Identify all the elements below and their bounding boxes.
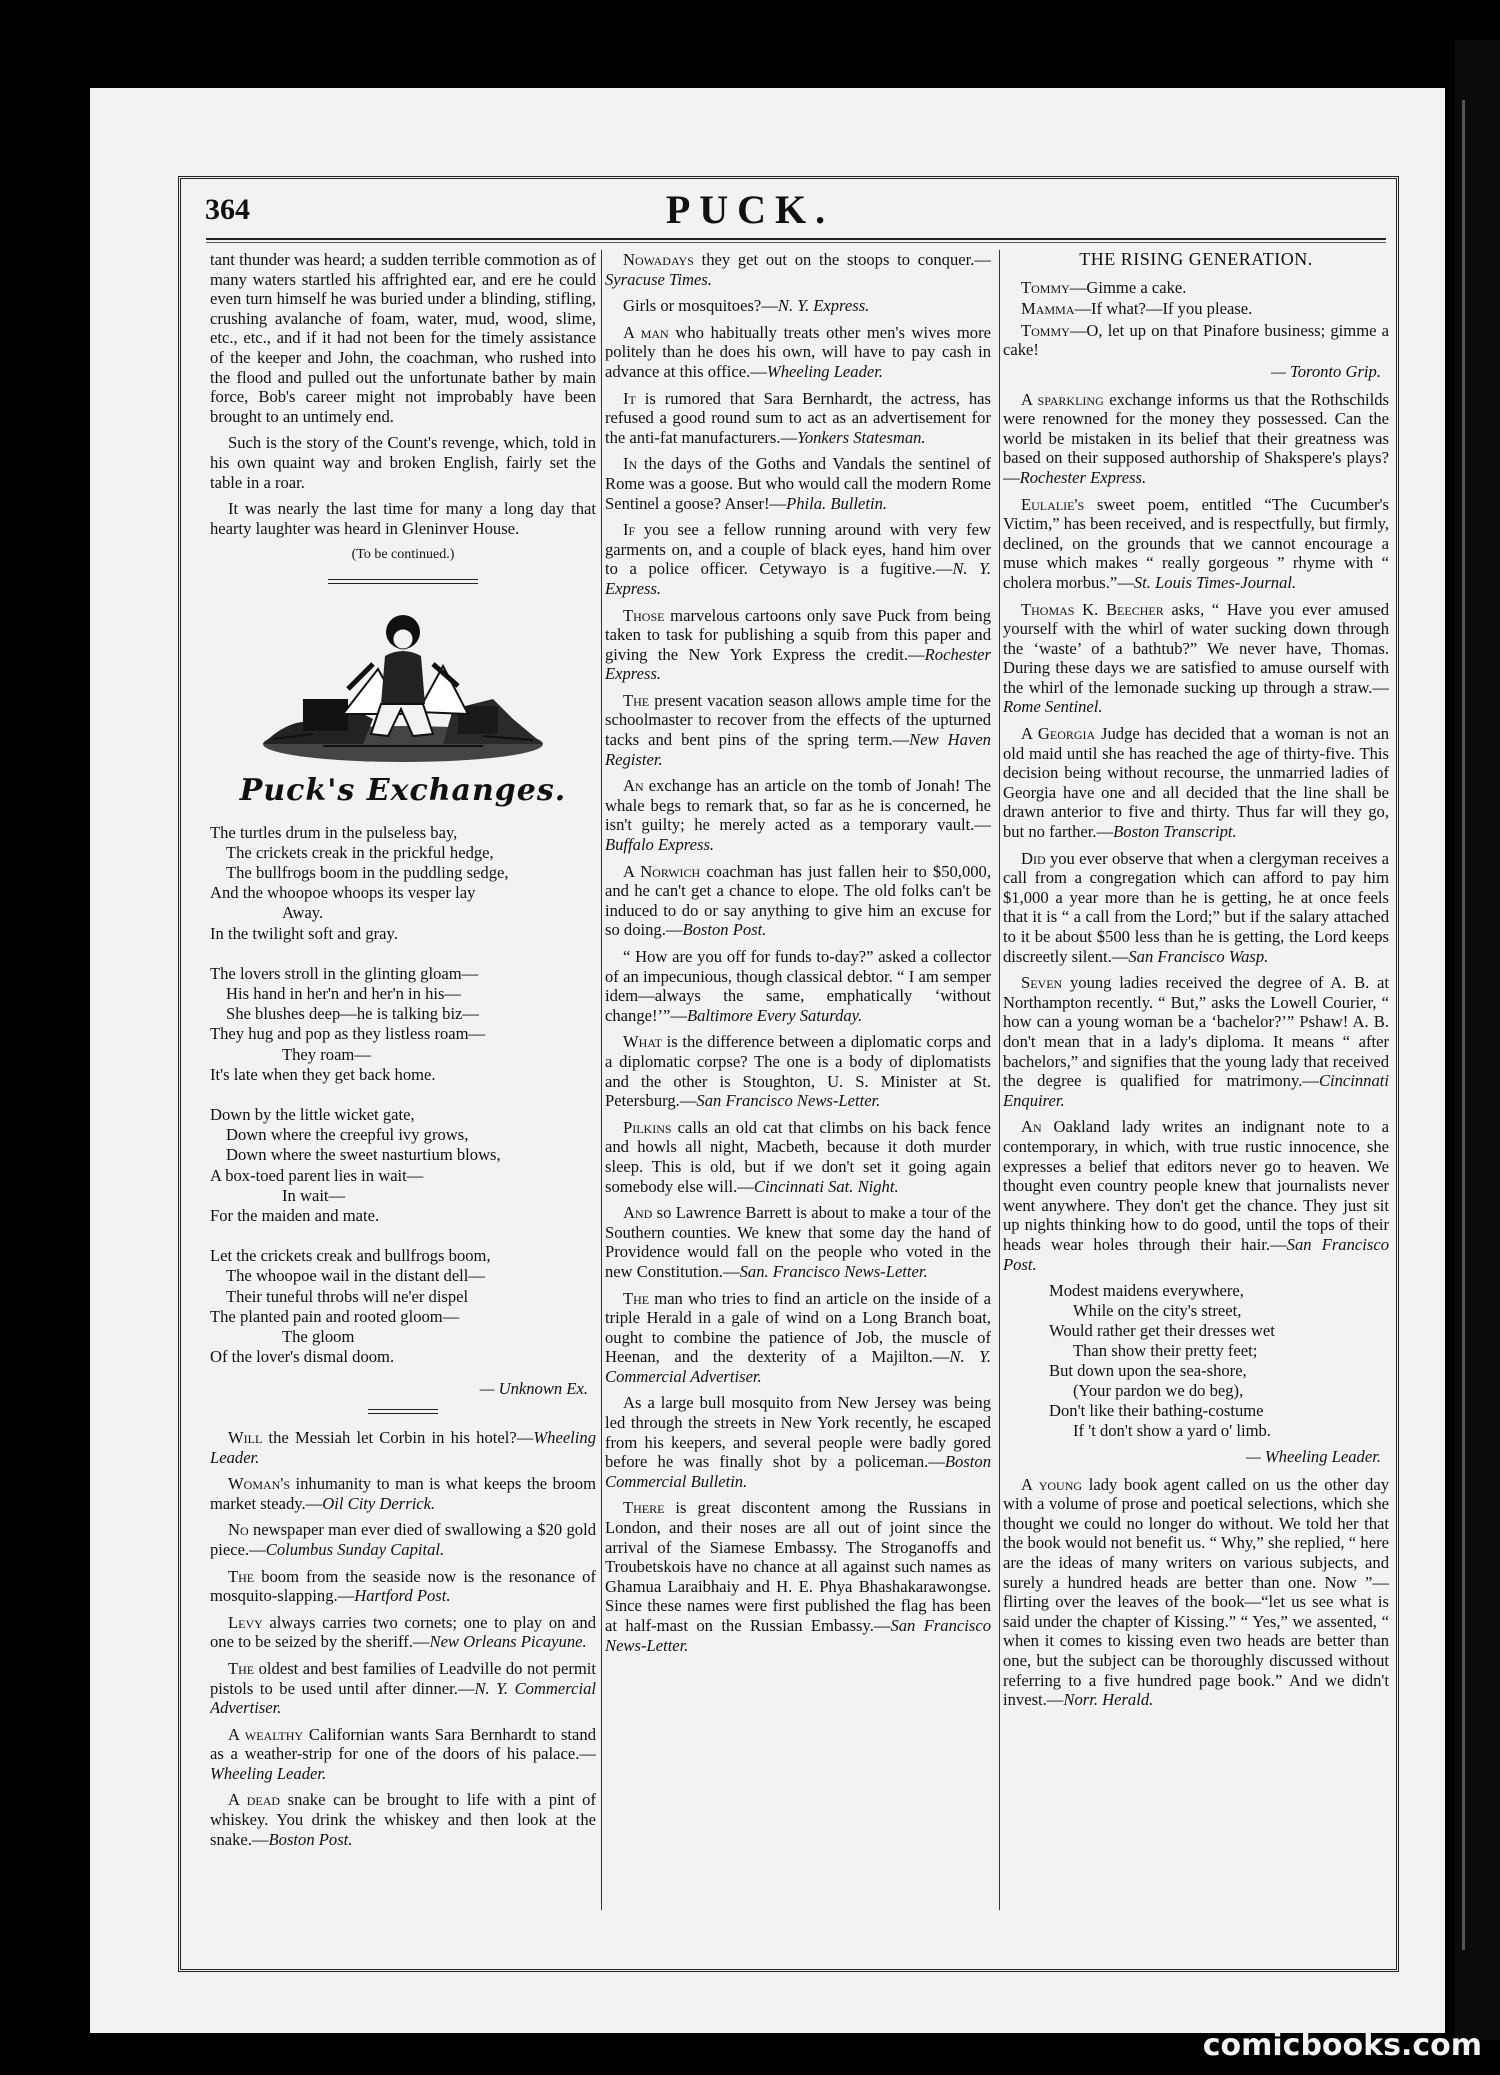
exchanges-poem bbox=[210, 823, 596, 1368]
poem-line: Would rather get their dresses wet bbox=[1049, 1321, 1275, 1341]
item-text: present vacation season allows ample time for the schoolmaster to recover from the effects of the upturned tacks and bent pins of the spring term.— bbox=[605, 690, 991, 750]
header-rule bbox=[206, 238, 1386, 243]
exchange-item bbox=[605, 606, 991, 684]
poem-line: They roam— bbox=[282, 1044, 371, 1064]
item-text: is rumored that Sara Bernhardt, the actress, has refused a good round sum to act as an advertisement for the anti-fat manufacturers.— bbox=[605, 388, 991, 447]
poem-line: Let the crickets creak and bullfrogs boom, bbox=[210, 1246, 491, 1266]
poem-line: Than show their pretty feet; bbox=[1073, 1341, 1258, 1361]
exchanges-heading: Puck's Exchanges. bbox=[239, 772, 567, 808]
exchange-item bbox=[605, 250, 991, 289]
item-lead: A young bbox=[1021, 1474, 1083, 1494]
dialog-line bbox=[1003, 278, 1389, 298]
exchange-item bbox=[1003, 600, 1389, 718]
exchange-item bbox=[605, 862, 991, 940]
poem-line: It's late when they get back home. bbox=[210, 1064, 436, 1084]
item-source: Rochester Express. bbox=[1019, 467, 1147, 487]
section-divider bbox=[368, 1409, 438, 1414]
item-lead: A Georgia bbox=[1021, 724, 1096, 744]
exchange-item bbox=[605, 1289, 991, 1387]
item-source: San Francisco Wasp. bbox=[1128, 946, 1269, 966]
item-lead: The bbox=[623, 690, 650, 710]
poem-line: Down where the creepful ivy grows, bbox=[226, 1125, 469, 1145]
item-text: is the difference between a diplomatic corps and a diplomatic corpse? The one is a body of diplomatists and the other is Stoughton, U. S. Minister at St. Petersburg.— bbox=[605, 1032, 991, 1111]
poem-line: The lovers stroll in the glinting gloam— bbox=[210, 963, 479, 983]
item-text: Oakland lady writes an indignant note to a contemporary, in which, with true rustic innocence, she expresses a belief that editors never go to heaven. We thought even country people knew that journalists never went anywhere. They don't get the chance. They just sit up nights thinking how to do good, until the tops of their heads wear holes through their hair.— bbox=[1003, 1117, 1389, 1254]
item-source: Hartford Post. bbox=[354, 1586, 451, 1606]
exchange-item bbox=[605, 1032, 991, 1110]
poem-line: The whoopoe wail in the distant dell— bbox=[226, 1266, 485, 1286]
item-source: Rochester Express. bbox=[605, 644, 991, 684]
exchange-item bbox=[605, 296, 991, 316]
column-3 bbox=[1003, 250, 1389, 1910]
item-source: Boston Post. bbox=[682, 920, 767, 940]
poem-line bbox=[210, 1085, 596, 1105]
item-lead: What bbox=[623, 1032, 662, 1052]
exchange-item bbox=[210, 1725, 596, 1784]
item-lead: Seven bbox=[1021, 973, 1063, 993]
item-text: “ How are you off for funds to-day?” asked a collector of an impecunious, though classical debtor. “ I am semper idem—always the same, emphatically ‘without change!’”— bbox=[605, 947, 991, 1025]
item-text: you ever observe that when a clergyman receives a call from a congregation which can afford to pay him $1,000 a year more than he is getting, he at once feels that it is “ a call from the Lord;” but if the salary attached to it be about $500 less than he is getting, the Lord keeps discreetly silent.— bbox=[1003, 848, 1389, 966]
item-text: oldest and best families of Leadville do not permit pistols to be used until after dinner.— bbox=[210, 1658, 596, 1698]
item-source: Boston Transcript. bbox=[1113, 822, 1237, 842]
exchange-item bbox=[605, 454, 991, 513]
item-source: Wheeling Leader. bbox=[766, 361, 884, 381]
poem-line: In the twilight soft and gray. bbox=[210, 923, 398, 943]
exchange-item bbox=[605, 389, 991, 448]
item-lead: Will bbox=[228, 1427, 263, 1447]
exchange-item bbox=[605, 691, 991, 769]
item-lead: Nowadays bbox=[623, 250, 694, 269]
item-lead: An bbox=[623, 776, 644, 796]
item-lead: The bbox=[228, 1566, 255, 1586]
exchange-item bbox=[605, 520, 991, 598]
exchange-items bbox=[605, 250, 991, 1655]
item-text: marvelous cartoons only save Puck from being taken to task for publishing a squib from this paper and giving the New York Express the credit.— bbox=[605, 605, 991, 664]
item-lead: There bbox=[623, 1498, 665, 1518]
exchange-item bbox=[1003, 1117, 1389, 1274]
poem-line: If 't don't show a yard o' limb. bbox=[1073, 1421, 1271, 1441]
item-lead: A Norwich bbox=[623, 861, 701, 881]
exchange-item bbox=[210, 1520, 596, 1559]
item-lead: If bbox=[623, 520, 636, 540]
item-text: Californian wants Sara Bernhardt to stand as a weather-strip for one of the doors of his palace.— bbox=[210, 1724, 596, 1764]
exchange-item bbox=[210, 1567, 596, 1606]
item-lead: A man bbox=[623, 322, 669, 342]
item-text: the days of the Goths and Vandals the sentinel of Rome was a goose. But who would call the modern Rome Sentinel a goose? Anser!— bbox=[605, 454, 991, 513]
item-source: Syracuse Times. bbox=[605, 269, 712, 289]
dialog-speaker: Tommy bbox=[1021, 277, 1070, 297]
item-lead: Woman's bbox=[228, 1474, 290, 1494]
item-lead: A wealthy bbox=[228, 1724, 304, 1744]
item-text: so Lawrence Barrett is about to make a tour of the Southern counties. We knew that some day the hand of Providence would fall on the people who voted in the new Constitution.— bbox=[605, 1203, 991, 1281]
story-paragraph: Such is the story of the Count's revenge, which, told in his own quaint way and broken English, fairly set the table in a roar. bbox=[210, 433, 596, 492]
item-lead: A dead bbox=[228, 1790, 281, 1810]
item-lead: Thomas K. Beecher bbox=[1021, 599, 1164, 619]
item-text: you see a fellow running around with very few garments on, and a couple of black eyes, hand him over to a police officer. Cetywayo is a fugitive.— bbox=[605, 520, 991, 579]
item-text: sweet poem, entitled “The Cucumber's Victim,” has been received, and is respectfully, but firmly, declined, on the grounds that we cannot encourage a muse which makes “ really gorgeous ” rhyme with “ cholera morbus.”— bbox=[1003, 494, 1389, 592]
exchange-item bbox=[210, 1474, 596, 1513]
exchange-item bbox=[210, 1613, 596, 1652]
item-text: young ladies received the degree of A. B. at Northampton recently. “ But,” asks the Lowell Courier, “ how can a young woman be a ‘bachelor?’” Pshaw! A. B. don't mean that in a lady's diploma. It means “ after bachelors,” and signifies that the young lady that received the degree is qualified for matrimony.— bbox=[1003, 973, 1389, 1091]
poem-line: Down by the little wicket gate, bbox=[210, 1104, 415, 1124]
item-lead: An bbox=[1021, 1117, 1042, 1137]
poem-line: The crickets creak in the prickful hedge, bbox=[226, 842, 494, 862]
poem-line: Their tuneful throbs will ne'er dispel bbox=[226, 1286, 469, 1306]
item-source: New Orleans Picayune. bbox=[429, 1632, 587, 1652]
section-divider bbox=[328, 579, 478, 584]
poem-line: They hug and pop as they listless roam— bbox=[210, 1024, 486, 1044]
poem-line: (Your pardon we do beg), bbox=[1073, 1381, 1244, 1401]
item-source: San Francisco Post. bbox=[1003, 1234, 1389, 1274]
item-source: Boston Commercial Bulletin. bbox=[605, 1452, 991, 1491]
exchange-item bbox=[1003, 1475, 1389, 1710]
exchange-item bbox=[210, 1428, 596, 1467]
column-rule bbox=[601, 250, 602, 1910]
item-text: the Messiah let Corbin in his hotel?— bbox=[262, 1427, 534, 1447]
column-rule bbox=[999, 250, 1000, 1910]
item-lead: The bbox=[228, 1658, 255, 1678]
item-text: coachman has just fallen heir to $50,000, and he can't get a chance to elope. The old folks can't be induced to do or say anything to give him an excuse for so doing.— bbox=[605, 861, 991, 940]
poem-line bbox=[210, 944, 596, 964]
exchange-item bbox=[1003, 495, 1389, 593]
dialog-text: —O, let up on that Pinafore business; gimme a cake! bbox=[1003, 320, 1389, 360]
item-source: Cincinnati Enquirer. bbox=[1003, 1071, 1389, 1110]
item-source: New Haven Register. bbox=[605, 730, 991, 769]
item-source: N. Y. Express. bbox=[605, 559, 991, 598]
item-lead: The bbox=[623, 1288, 650, 1308]
exchange-item bbox=[605, 1203, 991, 1281]
exchange-item bbox=[605, 1498, 991, 1655]
dialog-attribution: — Toronto Grip. bbox=[1271, 361, 1381, 381]
poem-line: And the whoopoe whoops its vesper lay bbox=[210, 883, 476, 903]
item-source: Baltimore Every Saturday. bbox=[687, 1005, 863, 1025]
dialog-line bbox=[1003, 299, 1389, 319]
item-text: man who tries to find an article on the inside of a triple Herald in a gale of wind on a Long Branch boat, ought to combine the patience of Job, the muscle of Heenan, and the dexterity of a Majilton.— bbox=[605, 1288, 991, 1367]
item-text: lady book agent called on us the other day with a volume of prose and poetical selections, which she thought we could no longer do without. We told her that the book would not benefit us. “ Why,” she replied, “ here are the ideas of many writers on various subjects, and surely a hundred heads are better than one. Now ”—flirting over the leaves of the book—“let us see what is said under the chapter of Kissing.” “ Yes,” we assented, “ when it comes to kissing even two heads are better than one, but the subject can be thoroughly discussed without referring to a five hundred page book.” And we didn't invest.— bbox=[1003, 1474, 1389, 1710]
maidens-poem bbox=[1003, 1281, 1389, 1441]
page-number: 364 bbox=[205, 193, 250, 226]
exchange-item bbox=[605, 947, 991, 1025]
dialog-line bbox=[1003, 321, 1389, 360]
item-source: San Francisco News-Letter. bbox=[605, 1616, 991, 1655]
exchange-items bbox=[1003, 390, 1389, 1275]
poem-line bbox=[210, 1226, 596, 1246]
item-text: calls an old cat that climbs on his back fence and howls all night, Macbeth, because it doth murder sleep. This is old, but if we don't set it going again somebody else will.— bbox=[605, 1117, 991, 1196]
exchange-item bbox=[1003, 973, 1389, 1110]
item-source: Wheeling Leader. bbox=[210, 1763, 327, 1783]
dialog-text: —If what?—If you please. bbox=[1074, 299, 1253, 319]
item-source: Phila. Bulletin. bbox=[786, 493, 888, 513]
poem-line: A box-toed parent lies in wait— bbox=[210, 1165, 424, 1185]
exchange-item bbox=[1003, 724, 1389, 842]
item-text: Judge has decided that a woman is not an old maid until she has reached the age of thirty-five. This decision being without recourse, the unmarried ladies of Georgia have one and all decided that the line shall be drawn anterior to five and thirty. Thus far will they go, but no farther.— bbox=[1003, 724, 1389, 842]
poem-attribution: — Unknown Ex. bbox=[479, 1379, 588, 1399]
item-text: asks, “ Have you ever amused yourself with the whirl of water sucking down through the ‘waste’ of a bathtub?” We never have, Thomas. During these days we are satisfied to amuse ourself with the whirl of the lemonade sucking up through a straw.— bbox=[1003, 599, 1389, 697]
item-text: Girls or mosquitoes?— bbox=[623, 296, 778, 316]
item-text: newspaper man ever died of swallowing a $20 gold piece.— bbox=[210, 1520, 596, 1559]
poem-line: She blushes deep—he is talking biz— bbox=[226, 1004, 480, 1024]
story-paragraph: It was nearly the last time for many a long day that hearty laughter was heard in Gleninver House. bbox=[210, 499, 596, 538]
poem-line: The turtles drum in the pulseless bay, bbox=[210, 822, 458, 842]
item-lead: Did bbox=[1021, 848, 1046, 868]
exchange-item bbox=[210, 1659, 596, 1718]
poem-line: Away. bbox=[282, 903, 324, 923]
poem-line: For the maiden and mate. bbox=[210, 1205, 380, 1225]
item-text: exchange has an article on the tomb of Jonah! The whale begs to remark that, so far as he is concerned, he isn't guilty; he merely acted as a temporary vault.— bbox=[605, 776, 991, 835]
dialog-speaker: Tommy bbox=[1021, 320, 1070, 340]
item-text: snake can be brought to life with a pint of whiskey. You drink the whiskey and then look at the snake.— bbox=[210, 1790, 596, 1849]
watermark-text: comicbooks.com bbox=[1202, 2028, 1482, 2063]
item-source: N. Y. Commercial Advertiser. bbox=[605, 1347, 991, 1386]
poem-line: Of the lover's dismal doom. bbox=[210, 1347, 395, 1367]
item-source: Oil City Derrick. bbox=[322, 1493, 436, 1513]
item-text: is great discontent among the Russians in London, and their noses are all out of joint since the arrival of the Siamese Embassy. The Stroganoffs and Troubetskois have no chance at all against such names as Ghamua Laraibhaiy and H. E. Phya Bhashakarawongse. Since these names were first published the flag has been at half-mast on the Russian Embassy.— bbox=[605, 1498, 991, 1635]
poem-line: Modest maidens everywhere, bbox=[1049, 1281, 1244, 1301]
item-text: exchange informs us that the Rothschilds were renowned for the money they possessed. Can the world be mistaken in its belief that their greatness was based on their supposed authorship of Shakspere's plays?— bbox=[1003, 389, 1389, 487]
poem-line: In wait— bbox=[282, 1185, 346, 1205]
story-paragraph: tant thunder was heard; a sudden terrible commotion as of many waters startled his affrighted ear, and ere he could even turn himself he was buried under a blinding, stifling, crushing avalanche of foam, water, mud, wood, slime, etc., etc., and if it had not been for the timely assistance of the keeper and John, the coachman, who rushed into the flood and pulled out the unfortunate bather by main force, Bob's career might not improbably have been brought to an untimely end. bbox=[210, 250, 596, 426]
item-source: San. Francisco News-Letter. bbox=[739, 1261, 928, 1281]
item-lead: Pilkins bbox=[623, 1117, 672, 1137]
exchange-item bbox=[1003, 390, 1389, 488]
item-lead: Those bbox=[623, 605, 665, 625]
binding-line bbox=[1462, 100, 1465, 1950]
item-lead: No bbox=[228, 1520, 249, 1540]
item-source: N. Y. Commercial Advertiser. bbox=[210, 1678, 596, 1718]
exchange-item bbox=[1003, 849, 1389, 967]
item-lead: And bbox=[623, 1203, 653, 1223]
item-source: Cincinnati Sat. Night. bbox=[753, 1176, 899, 1196]
exchange-item bbox=[605, 776, 991, 854]
poem-line: The gloom bbox=[282, 1326, 355, 1346]
item-lead: Levy bbox=[228, 1612, 263, 1632]
item-text: always carries two cornets; one to play on and one to be seized by the sheriff.— bbox=[210, 1612, 596, 1652]
poem-line: The bullfrogs boom in the puddling sedge, bbox=[226, 862, 509, 882]
masthead-title: PUCK. bbox=[665, 187, 835, 232]
item-source: Yonkers Statesman. bbox=[797, 427, 926, 447]
dialog-text: —Gimme a cake. bbox=[1069, 277, 1187, 297]
puck-exchanges-illustration bbox=[253, 594, 553, 769]
item-source: Rome Sentinel. bbox=[1003, 697, 1103, 717]
column-2 bbox=[605, 250, 991, 1910]
item-source: Norr. Herald. bbox=[1063, 1690, 1154, 1710]
item-source: Boston Post. bbox=[268, 1829, 353, 1849]
section-title: THE RISING GENERATION. bbox=[1079, 250, 1313, 269]
column-1 bbox=[210, 250, 596, 1910]
item-lead: In bbox=[623, 454, 638, 474]
item-text: inhumanity to man is what keeps the broom market steady.— bbox=[210, 1474, 596, 1513]
item-source: San Francisco News-Letter. bbox=[696, 1091, 881, 1111]
item-text: they get out on the stoops to conquer.— bbox=[693, 250, 991, 269]
item-text: who habitually treats other men's wives more politely than he does his own, will have to pay cash in advance at this office.— bbox=[605, 322, 991, 381]
poem-line: But down upon the sea-shore, bbox=[1049, 1361, 1247, 1381]
poem-line: Don't like their bathing-costume bbox=[1049, 1401, 1264, 1421]
poem-line: The planted pain and rooted gloom— bbox=[210, 1306, 460, 1326]
poem-line: Down where the sweet nasturtium blows, bbox=[226, 1145, 501, 1165]
item-text: boom from the seaside now is the resonance of mosquito-slapping.— bbox=[210, 1566, 596, 1606]
item-lead: A sparkling bbox=[1021, 389, 1104, 409]
exchange-item bbox=[605, 1393, 991, 1491]
poem-line: While on the city's street, bbox=[1073, 1301, 1242, 1321]
item-source: Wheeling Leader. bbox=[210, 1427, 596, 1467]
exchange-item bbox=[210, 1790, 596, 1849]
exchange-items bbox=[210, 1428, 596, 1849]
continued-note: (To be continued.) bbox=[351, 547, 455, 563]
dialog-speaker: Mamma bbox=[1021, 299, 1075, 319]
poem-attribution: — Wheeling Leader. bbox=[1245, 1447, 1381, 1467]
item-source: Buffalo Express. bbox=[605, 835, 715, 855]
dialog-block bbox=[1003, 278, 1389, 360]
exchange-item bbox=[605, 323, 991, 382]
item-text: As a large bull mosquito from New Jersey was being led through the streets in New York recently, he escaped from his keepers, and several people were badly gored before he was finally shot by a policeman.— bbox=[605, 1393, 991, 1472]
item-source: N. Y. Express. bbox=[777, 296, 870, 316]
exchange-item bbox=[605, 1118, 991, 1196]
item-source: Columbus Sunday Capital. bbox=[265, 1539, 445, 1559]
item-lead: It bbox=[623, 388, 636, 408]
item-source: St. Louis Times-Journal. bbox=[1133, 572, 1297, 592]
poem-line: His hand in her'n and her'n in his— bbox=[226, 983, 462, 1003]
item-lead: Eulalie's bbox=[1021, 494, 1085, 514]
